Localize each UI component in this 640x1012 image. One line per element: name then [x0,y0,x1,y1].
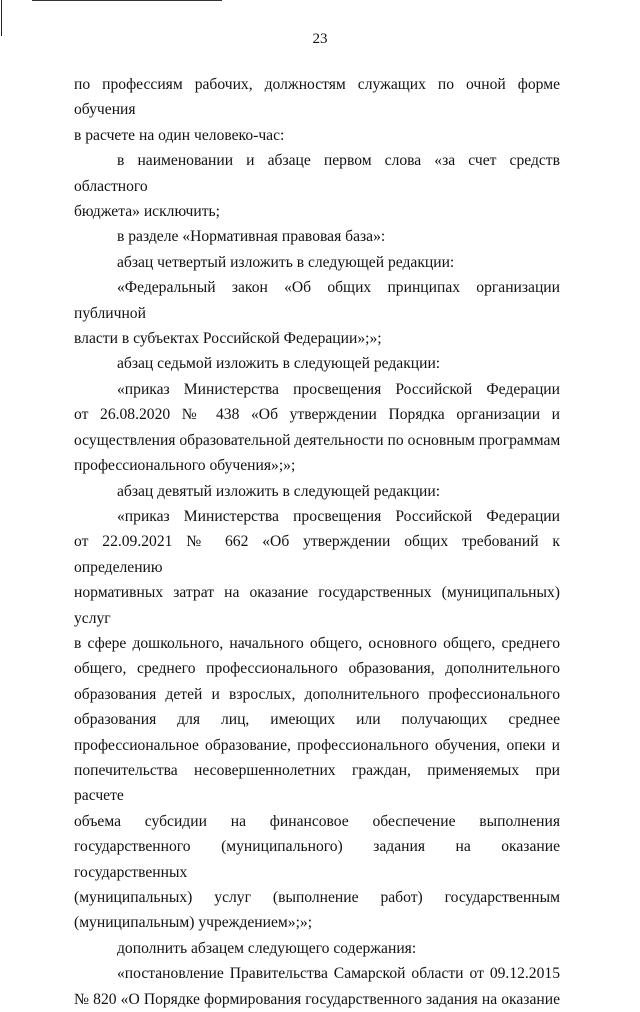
text-line: образования для лиц, имеющих или получающих среднее [74,711,560,729]
text-line: осуществления образовательной деятельности по основным программам [74,431,561,449]
text-line: нормативных затрат на оказание государственных (муниципальных) услуг [74,584,560,627]
text-line: «Федеральный закон «Об общих принципах организации публичной [74,279,560,322]
text-line: государственного (муниципального) задания на оказание государственных [74,838,560,881]
text-line: № 820 «О Порядке формирования государственного задания на оказание [74,990,560,1008]
text-line: общего, среднего профессионального образования, дополнительного [74,660,560,678]
text-line: объема субсидии на финансовое обеспечение выполнения [74,812,560,830]
text-line: профессионального обучения»;»; [74,457,296,475]
text-line: (муниципальных) услуг (выполнение работ) государственным [74,889,560,906]
document-body [74,72,560,1012]
text-line: «приказ Министерства просвещения Российской Федерации [117,380,560,398]
text-line: «постановление Правительства Самарской области от 09.12.2015 [117,965,560,983]
page-number: 23 [312,31,328,47]
text-line: от 26.08.2020 № 438 «Об утверждении Порядка организации и [74,406,560,424]
text-line: (муниципальным) учреждением»;»; [74,914,313,932]
text-line: в разделе «Нормативная правовая база»: [117,228,386,246]
text-line: абзац седьмой изложить в следующей редакции: [117,355,441,373]
text-line: в сфере дошкольного, начального общего, основного общего, среднего [74,634,560,652]
text-line: в расчете на один человеко-час: [74,126,285,144]
text-line: абзац четвертый изложить в следующей редакции: [117,253,455,271]
text-line: образования детей и взрослых, дополнительного профессионального [74,685,560,703]
text-line: попечительства несовершеннолетних граждан, применяемых при расчете [74,761,560,805]
text-line: бюджета» исключить; [74,203,220,221]
text-line: власти в субъектах Российской Федерации»;»; [74,330,382,348]
text-line: по профессиям рабочих, должностям служащих по очной форме обучения [74,76,560,119]
text-line: от 22.09.2021 № 662 «Об утверждении общих требований к определению [74,533,560,576]
text-line: в наименовании и абзаце первом слова «за счет средств областного [74,152,560,195]
text-line: абзац девятый изложить в следующей редакции: [117,482,441,500]
text-line: дополнить абзацем следующего содержания: [117,939,417,957]
scan-edge-mark-top [32,0,222,1]
text-line: профессиональное образование, профессионального обучения, опеки и [74,736,560,754]
text-line: «приказ Министерства просвещения Российской Федерации [117,507,560,525]
